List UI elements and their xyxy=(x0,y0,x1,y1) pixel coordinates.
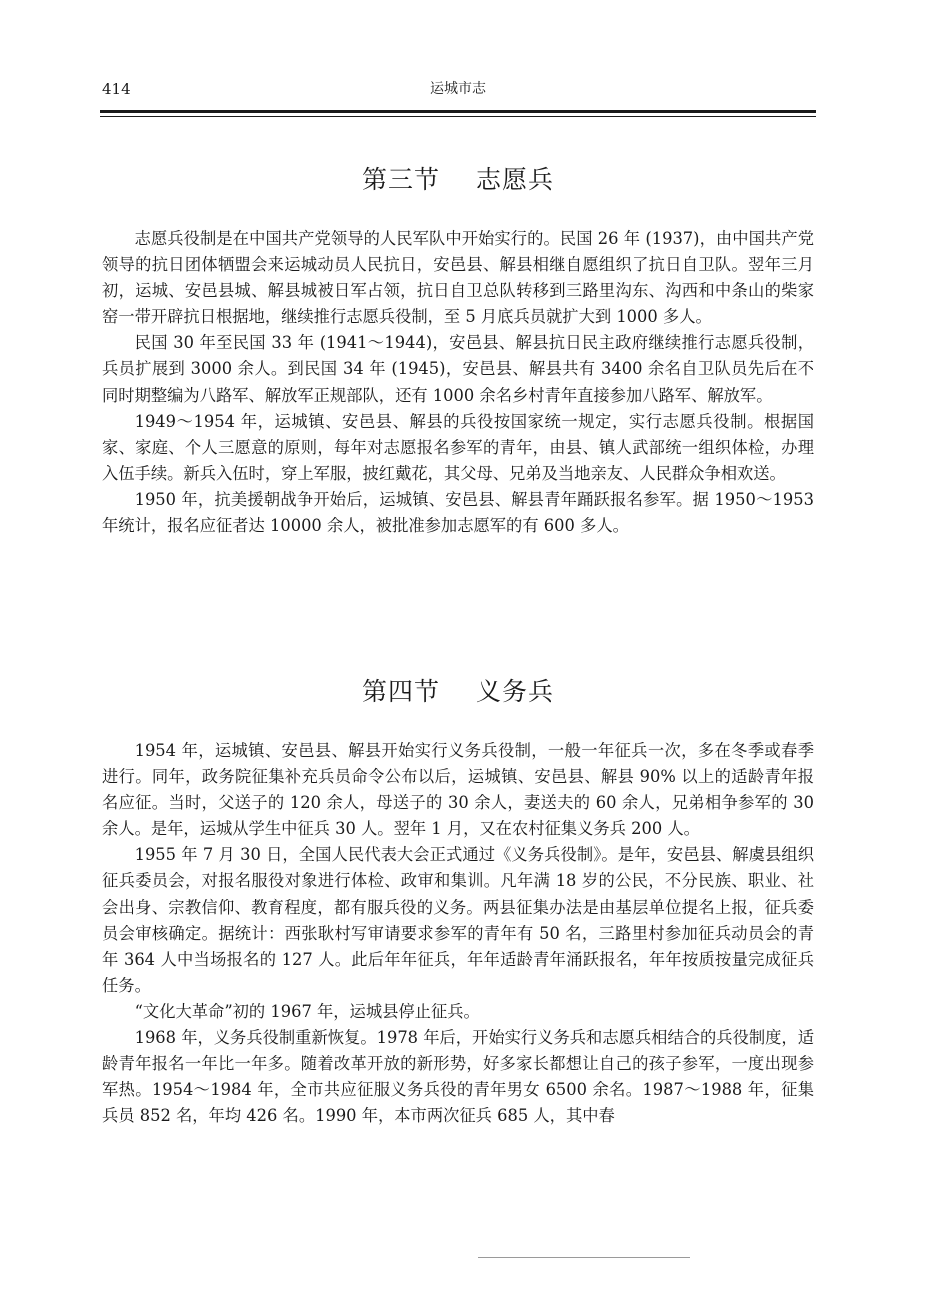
paragraph: 志愿兵役制是在中国共产党领导的人民军队中开始实行的。民国 26 年 (1937)，由中国共产党领导的抗日团体牺盟会来运城动员人民抗日，安邑县、解县相继自愿组织了抗日自卫队。翌年三月初，运城、安邑县城、解县城被日军占领，抗日自卫总队转移到三路里沟东、沟西和中条山的柴家窑一带开辟抗日根据地，继续推行志愿兵役制，至 5 月底兵员就扩大到 1000 多人。 xyxy=(102,229,814,327)
section-3-heading: 志愿兵 xyxy=(476,165,555,194)
header-rule-thin xyxy=(100,116,816,117)
paragraph: “文化大革命”初的 1967 年，运城县停止征兵。 xyxy=(134,1001,480,1021)
header-rule-thick xyxy=(100,110,816,113)
section-4-heading: 义务兵 xyxy=(476,677,555,706)
section-4-title xyxy=(100,676,816,708)
scan-artifact-line xyxy=(478,1257,690,1258)
paragraph: 1954 年，运城镇、安邑县、解县开始实行义务兵役制，一般一年征兵一次，多在冬季或春季进行。同年，政务院征集补充兵员命令公布以后，运城镇、安邑县、解县 90% 以上的适龄青年报名应征。当时，父送子的 120 余人，母送子的 30 余人，妻送夫的 60 余人，兄弟相争参军的 30 余人。是年，运城从学生中征兵 30 人。翌年 1 月，又在农村征集义务兵 200 人。 xyxy=(102,741,814,839)
section-4-number: 第四节 xyxy=(361,677,440,706)
paragraph: 1955 年 7 月 30 日，全国人民代表大会正式通过《义务兵役制》。是年，安邑县、解虞县组织征兵委员会，对报名服役对象进行体检、政审和集训。凡年满 18 岁的公民，不分民族、职业、社会出身、宗教信仰、教育程度，都有服兵役的义务。两县征集办法是由基层单位提名上报，征兵委员会审核确定。据统计：西张耿村写审请要求参军的青年有 50 名，三路里村参加征兵动员会的青年 364 人中当场报名的 127 人。此后年年征兵，年年适龄青年涌跃报名，年年按质按量完成征兵任务。 xyxy=(102,845,814,995)
paragraph: 1950 年，抗美援朝战争开始后，运城镇、安邑县、解县青年踊跃报名参军。据 1950～1953 年统计，报名应征者达 10000 余人，被批准参加志愿军的有 600 多人。 xyxy=(102,489,814,536)
paragraph: 民国 30 年至民国 33 年 (1941～1944)，安邑县、解县抗日民主政府继续推行志愿兵役制，兵员扩展到 3000 余人。到民国 34 年 (1945)，安邑县、解县共有 3400 余名自卫队员先后在不同时期整编为八路军、解放军正规部队，还有 1000 余名乡村青年直接参加八路军、解放军。 xyxy=(102,333,814,405)
page-number: 414 xyxy=(102,80,131,98)
paragraph: 1968 年，义务兵役制重新恢复。1978 年后，开始实行义务兵和志愿兵相结合的兵役制度，适龄青年报名一年比一年多。随着改革开放的新形势，好多家长都想让自己的孩子参军，一度出现参军热。1954～1984 年，全市共应征服义务兵役的青年男女 6500 余名。1987～1988 年，征集兵员 852 名，年均 426 名。1990 年，本市两次征兵 685 人，其中春 xyxy=(102,1028,814,1126)
page-header xyxy=(102,78,814,100)
section-3-title xyxy=(100,164,816,196)
section-3-number: 第三节 xyxy=(361,165,440,194)
section-3-body xyxy=(102,226,814,539)
running-title: 运城市志 xyxy=(430,81,486,97)
paragraph: 1949～1954 年，运城镇、安邑县、解县的兵役按国家统一规定，实行志愿兵役制。根据国家、家庭、个人三愿意的原则，每年对志愿报名参军的青年，由县、镇人武部统一组织体检，办理入伍手续。新兵入伍时，穿上军服，披红戴花，其父母、兄弟及当地亲友、人民群众争相欢送。 xyxy=(102,411,814,483)
section-4-body xyxy=(102,738,814,1129)
